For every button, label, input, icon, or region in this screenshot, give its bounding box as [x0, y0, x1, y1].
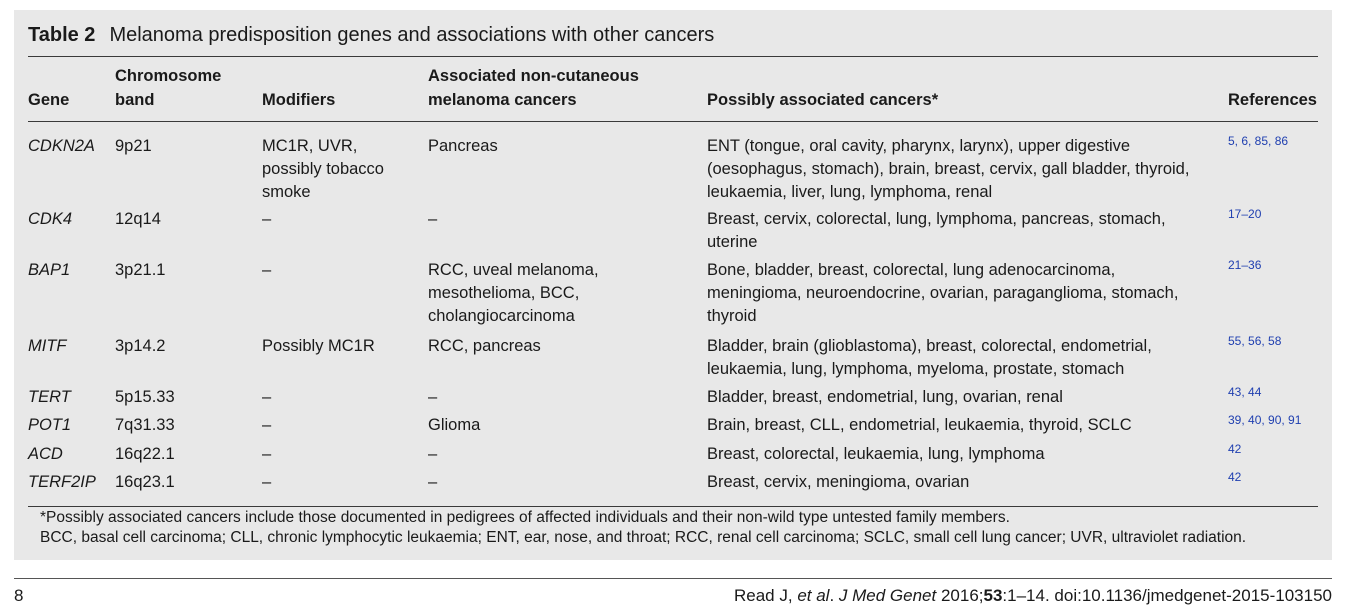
possibly-associated-cell — [707, 386, 1063, 409]
chromosome-band: 9p21 — [115, 137, 152, 155]
header-associated-1: Associated non-cutaneous — [428, 67, 639, 85]
associated-cancers-cell — [428, 471, 437, 494]
possibly-associated-cell — [707, 471, 969, 494]
header-modifiers: Modifiers — [262, 91, 336, 109]
header-chromosome-2: band — [115, 91, 155, 109]
associated-cancers-cell-line: RCC, pancreas — [428, 337, 541, 355]
modifiers-cell — [262, 386, 271, 409]
chromosome-band: 3p21.1 — [115, 261, 166, 279]
modifiers-cell-line: smoke — [262, 183, 311, 201]
footnote-asterisk: *Possibly associated cancers include those documented in pedigrees of affected individuals and their non-wild type untested family members. — [40, 509, 1010, 526]
possibly-associated-cell-line: uterine — [707, 233, 758, 251]
possibly-associated-cell-line: Breast, cervix, meningioma, ovarian — [707, 473, 970, 491]
associated-cancers-cell-line: cholangiocarcinoma — [428, 307, 575, 325]
references-link[interactable]: 17–20 — [1228, 207, 1262, 221]
chromosome-band: 16q23.1 — [115, 473, 175, 491]
modifiers-cell-line: possibly tobacco — [262, 160, 384, 178]
possibly-associated-cell-line: leukaemia, lung, lymphoma, myeloma, prostate, stomach — [707, 360, 1125, 378]
possibly-associated-cell-line: (oesophagus, stomach), brain, breast, cervix, gall bladder, thyroid, — [707, 160, 1190, 178]
references-link[interactable]: 5, 6, 85, 86 — [1228, 134, 1289, 148]
modifiers-cell-line: – — [262, 416, 272, 434]
possibly-associated-cell-line: Breast, cervix, colorectal, lung, lymphoma, pancreas, stomach, — [707, 210, 1166, 228]
possibly-associated-cell-line: thyroid — [707, 307, 757, 325]
references-link[interactable]: 39, 40, 90, 91 — [1228, 413, 1302, 427]
footnote-abbreviations: BCC, basal cell carcinoma; CLL, chronic lymphocytic leukaemia; ENT, ear, nose, and throat; RCC, renal cell carcinoma; SCLC, small cell lung cancer; UVR, ultraviolet radiation. — [40, 529, 1247, 546]
table-label: Table 2 — [28, 24, 96, 46]
possibly-associated-cell — [707, 208, 1166, 254]
gene-name: CDKN2A — [28, 137, 95, 155]
references-link[interactable]: 55, 56, 58 — [1228, 334, 1282, 348]
table-caption — [28, 24, 714, 47]
citation: Read J, et al. J Med Genet 2016;53:1–14. doi:10.1136/jmedgenet-2015-103150 — [734, 586, 1332, 605]
references-link[interactable]: 42 — [1228, 470, 1242, 484]
header-references: References — [1228, 91, 1317, 109]
possibly-associated-cell-line: meningioma, neuroendocrine, ovarian, paraganglioma, stomach, — [707, 284, 1179, 302]
body-bottom-rule — [28, 506, 1318, 507]
header-bottom-rule — [28, 121, 1318, 122]
gene-name: TERF2IP — [28, 473, 96, 491]
references-link[interactable]: 43, 44 — [1228, 385, 1262, 399]
gene-name: TERT — [28, 388, 71, 406]
modifiers-cell — [262, 471, 271, 494]
possibly-associated-cell-line: Breast, colorectal, leukaemia, lung, lymphoma — [707, 445, 1045, 463]
associated-cancers-cell-line: – — [428, 388, 438, 406]
modifiers-cell — [262, 414, 271, 437]
chromosome-band: 12q14 — [115, 210, 161, 228]
associated-cancers-cell — [428, 259, 599, 328]
modifiers-cell — [262, 135, 384, 204]
associated-cancers-cell-line: RCC, uveal melanoma, — [428, 261, 599, 279]
associated-cancers-cell — [428, 386, 437, 409]
associated-cancers-cell-line: mesothelioma, BCC, — [428, 284, 580, 302]
chromosome-band: 7q31.33 — [115, 416, 175, 434]
modifiers-cell-line: – — [262, 445, 272, 463]
associated-cancers-cell — [428, 443, 437, 466]
possibly-associated-cell — [707, 259, 1178, 328]
possibly-associated-cell — [707, 335, 1152, 381]
page-number: 8 — [14, 586, 24, 605]
header-associated-2: melanoma cancers — [428, 91, 577, 109]
header-possibly: Possibly associated cancers* — [707, 91, 939, 109]
page-footer-rule — [14, 578, 1332, 579]
gene-name: MITF — [28, 337, 67, 355]
associated-cancers-cell — [428, 208, 437, 231]
modifiers-cell-line: – — [262, 261, 272, 279]
modifiers-cell-line: – — [262, 388, 272, 406]
associated-cancers-cell-line: – — [428, 445, 438, 463]
modifiers-cell-line: MC1R, UVR, — [262, 137, 358, 155]
possibly-associated-cell-line: ENT (tongue, oral cavity, pharynx, larynx), upper digestive — [707, 137, 1131, 155]
modifiers-cell-line: – — [262, 473, 272, 491]
associated-cancers-cell — [428, 414, 480, 437]
gene-name: POT1 — [28, 416, 72, 434]
associated-cancers-cell — [428, 135, 498, 158]
references-link[interactable]: 42 — [1228, 442, 1242, 456]
associated-cancers-cell-line: – — [428, 473, 438, 491]
table-panel — [14, 10, 1332, 560]
modifiers-cell — [262, 335, 375, 358]
associated-cancers-cell-line: – — [428, 210, 438, 228]
possibly-associated-cell — [707, 135, 1189, 204]
chromosome-band: 3p14.2 — [115, 337, 166, 355]
header-top-rule — [28, 56, 1318, 57]
associated-cancers-cell-line: Glioma — [428, 416, 481, 434]
associated-cancers-cell — [428, 335, 541, 358]
modifiers-cell-line: Possibly MC1R — [262, 337, 375, 355]
gene-name: ACD — [28, 445, 63, 463]
possibly-associated-cell — [707, 414, 1132, 437]
header-gene: Gene — [28, 91, 70, 109]
modifiers-cell — [262, 259, 271, 282]
possibly-associated-cell-line: leukaemia, liver, lung, lymphoma, renal — [707, 183, 993, 201]
modifiers-cell — [262, 208, 271, 231]
gene-name: CDK4 — [28, 210, 73, 228]
possibly-associated-cell-line: Bladder, brain (glioblastoma), breast, colorectal, endometrial, — [707, 337, 1152, 355]
possibly-associated-cell-line: Bone, bladder, breast, colorectal, lung adenocarcinoma, — [707, 261, 1116, 279]
possibly-associated-cell-line: Bladder, breast, endometrial, lung, ovarian, renal — [707, 388, 1063, 406]
associated-cancers-cell-line: Pancreas — [428, 137, 498, 155]
possibly-associated-cell-line: Brain, breast, CLL, endometrial, leukaemia, thyroid, SCLC — [707, 416, 1132, 434]
modifiers-cell — [262, 443, 271, 466]
chromosome-band: 5p15.33 — [115, 388, 175, 406]
chromosome-band: 16q22.1 — [115, 445, 175, 463]
header-chromosome-1: Chromosome — [115, 67, 222, 85]
possibly-associated-cell — [707, 443, 1045, 466]
gene-name: BAP1 — [28, 261, 71, 279]
references-link[interactable]: 21–36 — [1228, 258, 1262, 272]
table-title: Melanoma predisposition genes and associations with other cancers — [109, 24, 715, 46]
modifiers-cell-line: – — [262, 210, 272, 228]
